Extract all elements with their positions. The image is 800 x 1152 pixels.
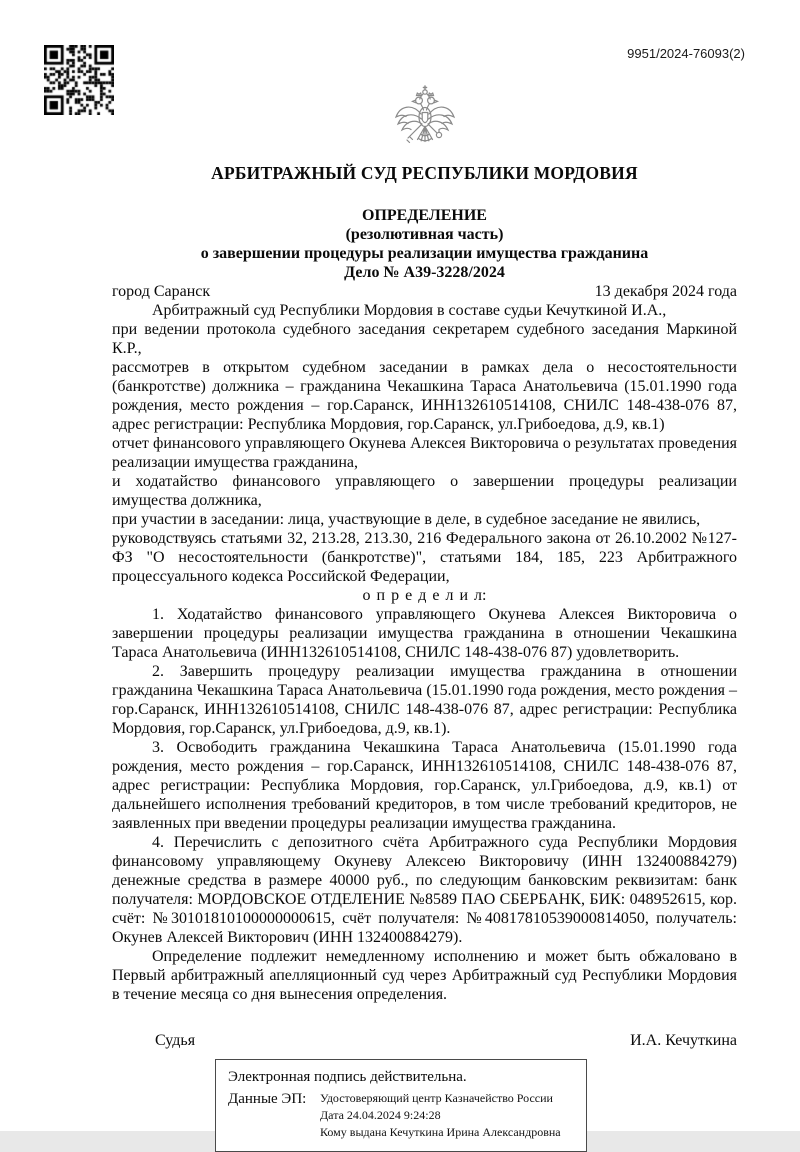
preamble-paragraph: при участии в заседании: лица, участвующие в деле, в судебное заседание не явились,: [112, 511, 701, 528]
document-title-block: [112, 206, 737, 282]
signature-detail-line: Удостоверяющий центр Казначейство России: [320, 1091, 553, 1105]
city-date-row: [112, 282, 737, 301]
resolution-heading: о п р е д е л и л:: [362, 587, 487, 604]
signature-data-row: [228, 1090, 574, 1141]
city-label: город Саранск: [112, 283, 211, 300]
resolution-paragraph: 1. Ходатайство финансового управляющего Окунева Алексея Викторовича о завершении процедуры реализации имущества гражданина в отношении Чекашкина Тараса Анатольевича (ИНН132610514108, СНИЛС 148-438-076 87) удовлетворить.: [112, 606, 737, 661]
signature-row: [112, 1031, 737, 1050]
signature-detail-line: Кому выдана Кечуткина Ирина Александровна: [320, 1125, 561, 1139]
qr-code-icon: [44, 45, 114, 115]
signature-valid-text: Электронная подпись действительна.: [228, 1069, 467, 1085]
resolution-section: [112, 605, 737, 1004]
document-body: [112, 163, 737, 1152]
resolution-paragraph: 3. Освободить гражданина Чекашкина Тараса Анатольевича (15.01.1990 года рождения, место рождения – гор.Саранск, ИНН132610514108, СНИЛС 148-438-076 87, адрес регистрации: Республика Мордовия, гор.Саранск, ул.Грибоедова, д.9, кв.1) от дальнейшего исполнения требований кредиторов, в том числе требований кредиторов, не заявленных при введении процедуры реализации имущества гражданина.: [112, 739, 737, 832]
document-title-line: о завершении процедуры реализации имущества гражданина: [200, 245, 649, 262]
signature-data-label: Данные ЭП:: [228, 1091, 307, 1107]
preamble-section: [112, 301, 737, 586]
preamble-paragraph: Арбитражный суд Республики Мордовия в составе судьи Кечуткиной И.А.,: [152, 302, 667, 319]
document-title-line: ОПРЕДЕЛЕНИЕ: [362, 207, 487, 224]
judge-name: И.А. Кечуткина: [630, 1032, 737, 1049]
preamble-paragraph: отчет финансового управляющего Окунева Алексея Викторовича о результатах проведения реализации имущества гражданина,: [112, 435, 737, 471]
document-registration-number: 9951/2024-76093(2): [627, 46, 745, 61]
document-title-line: (резолютивная часть): [345, 226, 504, 243]
preamble-paragraph: и ходатайство финансового управляющего о завершении процедуры реализации имущества должника,: [112, 473, 737, 509]
court-name-heading: АРБИТРАЖНЫЙ СУД РЕСПУБЛИКИ МОРДОВИЯ: [211, 163, 638, 183]
preamble-paragraph: руководствуясь статьями 32, 213.28, 213.30, 216 Федерального закона от 26.10.2002 №127-ФЗ "О несостоятельности (банкротстве)", статьями 184, 185, 223 Арбитражного процессуального кодекса Российской Федерации,: [112, 530, 737, 585]
signature-detail-line: Дата 24.04.2024 9:24:28: [320, 1108, 441, 1122]
russian-coat-of-arms-icon: [393, 84, 457, 160]
resolution-paragraph: Определение подлежит немедленному исполнению и может быть обжаловано в Первый арбитражный апелляционный суд через Арбитражный суд Республики Мордовия в течение месяца со дня вынесения определения.: [112, 948, 737, 1003]
electronic-signature-stamp: [215, 1059, 587, 1152]
document-title-line: Дело № А39-3228/2024: [344, 264, 505, 281]
date-label: 13 декабря 2024 года: [594, 283, 737, 300]
resolution-paragraph: 4. Перечислить с депозитного счёта Арбитражного суда Республики Мордовия финансовому управляющему Окуневу Алексею Викторовичу (ИНН 132400884279) денежные средства в размере 40000 руб., по следующим банковским реквизитам: банк получателя: МОРДОВСКОЕ ОТДЕЛЕНИЕ №8589 ПАО СБЕРБАНК, БИК: 048952615, кор. счёт: №30101810100000000615, счёт получателя: №40817810539000814050, получатель: Окунев Алексей Викторович (ИНН 132400884279).: [112, 834, 737, 946]
preamble-paragraph: при ведении протокола судебного заседания секретарем судебного заседания Маркиной К.Р.,: [112, 321, 737, 357]
judge-title-label: Судья: [155, 1032, 196, 1049]
resolution-paragraph: 2. Завершить процедуру реализации имущества гражданина в отношении гражданина Чекашкина Тараса Анатольевича (15.01.1990 года рождения, место рождения – гор.Саранск, ИНН132610514108, СНИЛС 148-438-076 87, адрес регистрации: Республика Мордовия, гор.Саранск, ул.Грибоедова, д.9, кв.1).: [112, 663, 737, 737]
preamble-paragraph: рассмотрев в открытом судебном заседании в рамках дела о несостоятельности (банкротстве) должника – гражданина Чекашкина Тараса Анатольевича (15.01.1990 года рождения, место рождения – гор.Саранск, ИНН132610514108, СНИЛС 148-438-076 87, адрес регистрации: Республика Мордовия, гор.Саранск, ул.Грибоедова, д.9, кв.1): [112, 359, 737, 433]
signature-details: [320, 1090, 574, 1141]
